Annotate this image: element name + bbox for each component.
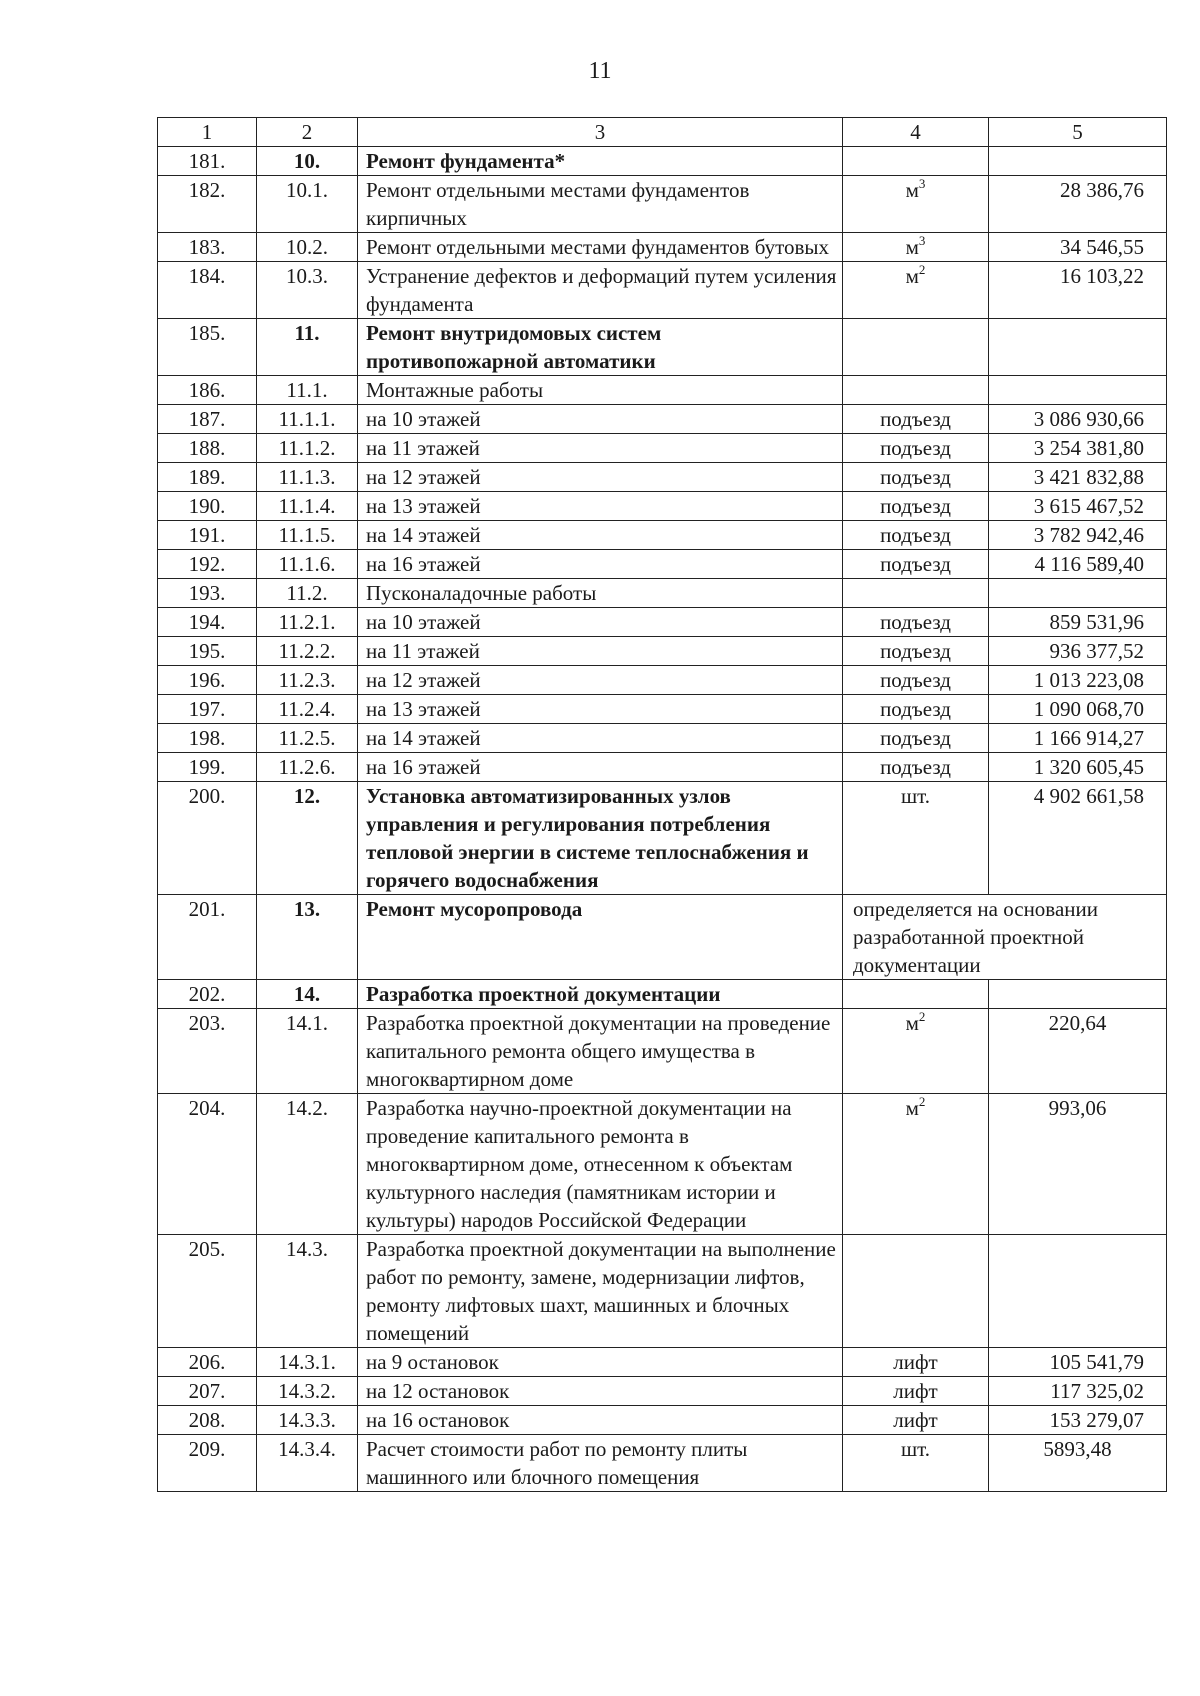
unit-text: подъезд (880, 552, 951, 576)
table-row (158, 724, 1167, 753)
unit-cost: 1 166 914,27 (989, 724, 1167, 753)
unit-cost: 28 386,76 (989, 176, 1167, 233)
item-code: 11.2.1. (257, 608, 358, 637)
unit-of-measure (843, 1348, 989, 1377)
row-number: 183. (158, 233, 257, 262)
work-name: на 13 этажей (358, 695, 843, 724)
table-row (158, 980, 1167, 1009)
unit-of-measure (843, 550, 989, 579)
work-name: Разработка проектной документации (358, 980, 843, 1009)
unit-of-measure (843, 666, 989, 695)
work-name: на 13 этажей (358, 492, 843, 521)
unit-cost: 1 320 605,45 (989, 753, 1167, 782)
item-code: 12. (257, 782, 358, 895)
table-row (158, 695, 1167, 724)
table-row (158, 434, 1167, 463)
unit-of-measure (843, 492, 989, 521)
item-code: 14.2. (257, 1094, 358, 1235)
table-row (158, 492, 1167, 521)
work-name: Монтажные работы (358, 376, 843, 405)
work-name: на 16 остановок (358, 1406, 843, 1435)
unit-text: подъезд (880, 523, 951, 547)
item-code: 11.2. (257, 579, 358, 608)
work-name: на 9 остановок (358, 1348, 843, 1377)
table-row (158, 233, 1167, 262)
unit-exponent: 3 (918, 233, 926, 248)
work-name: Ремонт мусоропровода (358, 895, 843, 980)
unit-cost: 936 377,52 (989, 637, 1167, 666)
unit-text: подъезд (880, 726, 951, 750)
unit-exponent: 3 (918, 176, 926, 191)
row-number: 187. (158, 405, 257, 434)
table-row (158, 1094, 1167, 1235)
work-name: на 14 этажей (358, 724, 843, 753)
table-row (158, 1009, 1167, 1094)
unit-exponent: 2 (918, 262, 926, 277)
table-row (158, 1377, 1167, 1406)
row-number: 181. (158, 147, 257, 176)
table-row (158, 666, 1167, 695)
unit-of-measure (843, 376, 989, 405)
unit-of-measure (843, 1009, 989, 1094)
unit-text: подъезд (880, 697, 951, 721)
table-row (158, 463, 1167, 492)
row-number: 207. (158, 1377, 257, 1406)
row-number: 196. (158, 666, 257, 695)
item-code: 11.2.3. (257, 666, 358, 695)
unit-text: м (905, 264, 919, 288)
unit-of-measure (843, 1435, 989, 1492)
item-code: 10.2. (257, 233, 358, 262)
table-row (158, 176, 1167, 233)
unit-text: шт. (900, 1437, 931, 1461)
work-name: на 11 этажей (358, 637, 843, 666)
unit-text: подъезд (880, 610, 951, 634)
row-number: 201. (158, 895, 257, 980)
unit-cost: 993,06 (989, 1094, 1167, 1235)
item-code: 11.2.4. (257, 695, 358, 724)
row-number: 202. (158, 980, 257, 1009)
unit-text: подъезд (880, 465, 951, 489)
work-name: на 10 этажей (358, 405, 843, 434)
cost-note: определяется на основании разработанной проектной документации (843, 895, 1167, 980)
table-row (158, 1235, 1167, 1348)
unit-cost: 153 279,07 (989, 1406, 1167, 1435)
header-cell-col4: 4 (843, 118, 989, 147)
table-row (158, 1348, 1167, 1377)
row-number: 204. (158, 1094, 257, 1235)
unit-cost: 1 013 223,08 (989, 666, 1167, 695)
unit-cost (989, 1235, 1167, 1348)
unit-text: подъезд (880, 494, 951, 518)
table-row (158, 262, 1167, 319)
unit-text: м (905, 1011, 919, 1035)
unit-cost: 3 615 467,52 (989, 492, 1167, 521)
unit-cost: 4 902 661,58 (989, 782, 1167, 895)
unit-of-measure (843, 782, 989, 895)
work-name: Расчет стоимости работ по ремонту плиты машинного или блочного помещения (358, 1435, 843, 1492)
work-name: на 12 этажей (358, 666, 843, 695)
unit-exponent: 2 (918, 1094, 926, 1109)
item-code: 11.1.1. (257, 405, 358, 434)
item-code: 14.3.3. (257, 1406, 358, 1435)
header-cell-col1: 1 (158, 118, 257, 147)
item-code: 14.3.4. (257, 1435, 358, 1492)
work-name: Пусконаладочные работы (358, 579, 843, 608)
row-number: 195. (158, 637, 257, 666)
row-number: 193. (158, 579, 257, 608)
row-number: 188. (158, 434, 257, 463)
unit-of-measure (843, 1406, 989, 1435)
item-code: 11.1.2. (257, 434, 358, 463)
unit-of-measure (843, 753, 989, 782)
row-number: 191. (158, 521, 257, 550)
unit-of-measure (843, 434, 989, 463)
work-name: на 12 остановок (358, 1377, 843, 1406)
work-name: Ремонт фундамента* (358, 147, 843, 176)
unit-of-measure (843, 1094, 989, 1235)
unit-of-measure (843, 637, 989, 666)
unit-cost: 5893,48 (989, 1435, 1167, 1492)
unit-text: лифт (893, 1350, 938, 1374)
work-name: Установка автоматизированных узлов управления и регулирования потребления тепловой энергии в системе теплоснабжения и горячего водоснабжения (358, 782, 843, 895)
item-code: 11.2.5. (257, 724, 358, 753)
unit-text: м (905, 235, 919, 259)
unit-text: подъезд (880, 639, 951, 663)
header-cell-col3: 3 (358, 118, 843, 147)
unit-text: м (905, 1096, 919, 1120)
unit-of-measure (843, 579, 989, 608)
work-name: на 10 этажей (358, 608, 843, 637)
item-code: 11.2.6. (257, 753, 358, 782)
unit-text: м (905, 178, 919, 202)
row-number: 184. (158, 262, 257, 319)
unit-cost: 34 546,55 (989, 233, 1167, 262)
unit-cost (989, 376, 1167, 405)
row-number: 192. (158, 550, 257, 579)
unit-cost: 859 531,96 (989, 608, 1167, 637)
unit-cost: 105 541,79 (989, 1348, 1167, 1377)
unit-of-measure (843, 521, 989, 550)
row-number: 182. (158, 176, 257, 233)
item-code: 11.1.3. (257, 463, 358, 492)
unit-cost: 3 086 930,66 (989, 405, 1167, 434)
unit-text: подъезд (880, 436, 951, 460)
unit-cost: 3 254 381,80 (989, 434, 1167, 463)
unit-of-measure (843, 262, 989, 319)
item-code: 13. (257, 895, 358, 980)
work-name: Разработка научно-проектной документации на проведение капитального ремонта в многоквартирном доме, отнесенном к объектам культурного наследия (памятникам истории и культуры) народов Российской Федерации (358, 1094, 843, 1235)
work-name: на 11 этажей (358, 434, 843, 463)
unit-of-measure (843, 980, 989, 1009)
table-row (158, 608, 1167, 637)
unit-cost (989, 579, 1167, 608)
row-number: 186. (158, 376, 257, 405)
item-code: 10.3. (257, 262, 358, 319)
item-code: 14.3.1. (257, 1348, 358, 1377)
item-code: 14. (257, 980, 358, 1009)
item-code: 14.3.2. (257, 1377, 358, 1406)
work-name: на 12 этажей (358, 463, 843, 492)
header-cell-col2: 2 (257, 118, 358, 147)
work-name: Устранение дефектов и деформаций путем усиления фундамента (358, 262, 843, 319)
table-row (158, 753, 1167, 782)
item-code: 10.1. (257, 176, 358, 233)
work-name: на 14 этажей (358, 521, 843, 550)
table-row (158, 895, 1167, 980)
item-code: 11.2.2. (257, 637, 358, 666)
work-name: на 16 этажей (358, 753, 843, 782)
unit-cost (989, 319, 1167, 376)
unit-cost (989, 147, 1167, 176)
unit-of-measure (843, 695, 989, 724)
unit-of-measure (843, 463, 989, 492)
unit-cost: 3 421 832,88 (989, 463, 1167, 492)
item-code: 11.1.6. (257, 550, 358, 579)
table-row (158, 637, 1167, 666)
row-number: 203. (158, 1009, 257, 1094)
table-row (158, 550, 1167, 579)
row-number: 189. (158, 463, 257, 492)
table-row (158, 782, 1167, 895)
item-code: 11.1. (257, 376, 358, 405)
unit-exponent: 2 (918, 1009, 926, 1024)
work-name: Разработка проектной документации на выполнение работ по ремонту, замене, модернизации лифтов, ремонту лифтовых шахт, машинных и блочных помещений (358, 1235, 843, 1348)
table-row (158, 579, 1167, 608)
price-table (157, 117, 1167, 1492)
item-code: 11.1.5. (257, 521, 358, 550)
unit-text: подъезд (880, 755, 951, 779)
page-number: 11 (588, 58, 612, 84)
unit-of-measure (843, 233, 989, 262)
unit-cost: 3 782 942,46 (989, 521, 1167, 550)
table-row (158, 147, 1167, 176)
work-name: на 16 этажей (358, 550, 843, 579)
unit-cost: 1 090 068,70 (989, 695, 1167, 724)
item-code: 14.3. (257, 1235, 358, 1348)
table-row (158, 405, 1167, 434)
unit-cost: 16 103,22 (989, 262, 1167, 319)
table-row (158, 1435, 1167, 1492)
unit-of-measure (843, 1377, 989, 1406)
row-number: 190. (158, 492, 257, 521)
header-row (158, 118, 1167, 147)
item-code: 14.1. (257, 1009, 358, 1094)
row-number: 209. (158, 1435, 257, 1492)
unit-text: подъезд (880, 668, 951, 692)
row-number: 198. (158, 724, 257, 753)
unit-cost: 220,64 (989, 1009, 1167, 1094)
unit-of-measure (843, 1235, 989, 1348)
table-row (158, 319, 1167, 376)
unit-of-measure (843, 147, 989, 176)
row-number: 205. (158, 1235, 257, 1348)
unit-text: лифт (893, 1408, 938, 1432)
unit-text: лифт (893, 1379, 938, 1403)
work-name: Ремонт отдельными местами фундаментов кирпичных (358, 176, 843, 233)
table-row (158, 376, 1167, 405)
row-number: 200. (158, 782, 257, 895)
unit-of-measure (843, 176, 989, 233)
row-number: 194. (158, 608, 257, 637)
work-name: Ремонт отдельными местами фундаментов бутовых (358, 233, 843, 262)
unit-of-measure (843, 724, 989, 753)
row-number: 206. (158, 1348, 257, 1377)
row-number: 197. (158, 695, 257, 724)
row-number: 208. (158, 1406, 257, 1435)
row-number: 185. (158, 319, 257, 376)
item-code: 10. (257, 147, 358, 176)
table-row (158, 521, 1167, 550)
unit-of-measure (843, 405, 989, 434)
unit-cost: 117 325,02 (989, 1377, 1167, 1406)
item-code: 11. (257, 319, 358, 376)
header-cell-col5: 5 (989, 118, 1167, 147)
unit-of-measure (843, 319, 989, 376)
item-code: 11.1.4. (257, 492, 358, 521)
unit-of-measure (843, 608, 989, 637)
table-row (158, 1406, 1167, 1435)
row-number: 199. (158, 753, 257, 782)
unit-text: шт. (900, 784, 931, 808)
work-name: Разработка проектной документации на проведение капитального ремонта общего имущества в многоквартирном доме (358, 1009, 843, 1094)
unit-cost: 4 116 589,40 (989, 550, 1167, 579)
unit-cost (989, 980, 1167, 1009)
unit-text: подъезд (880, 407, 951, 431)
table-body (158, 118, 1167, 1492)
work-name: Ремонт внутридомовых систем противопожарной автоматики (358, 319, 843, 376)
